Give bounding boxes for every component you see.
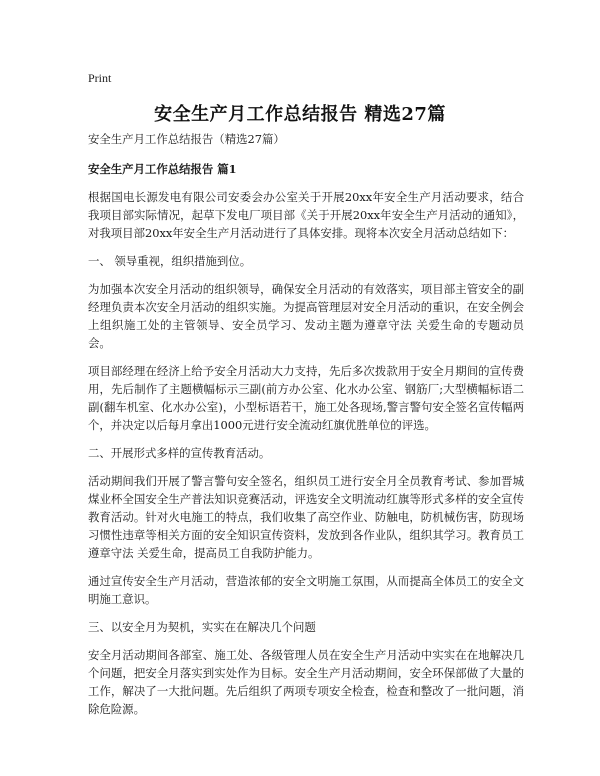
section-heading: 安全生产月工作总结报告 篇1	[88, 162, 237, 176]
subheading-leadership: 一、 领导重视，组织措施到位。	[88, 254, 252, 268]
paragraph-organization: 为加强本次安全月活动的组织领导，确保安全月活动的有效落实，项目部主管安全的副经理负责本次安全月活动的组织实施。为提高管理层对安全月活动的重识，在安全例会上组织施工处的主管领导、安全员学习、发动主题为遵章守法 关爱生命的专题动员会。	[88, 282, 524, 350]
intro-paragraph: 根据国电长源发电有限公司安委会办公室关于开展20xx年安全生产月活动要求，结合我项目部实际情况，起草下发电厂项目部《关于开展20xx年安全生产月活动的通知》，对我项目部20xx年安全生产月活动进行了具体安排。现将本次安全月活动总结如下：	[88, 190, 524, 240]
page-title: 安全生产月工作总结报告 精选27篇	[154, 104, 446, 125]
paragraph-funding: 项目部经理在经济上给予安全月活动大力支持，先后多次拨款用于安全月期间的宣传费用，先后制作了主题横幅标示三副(前方办公室、化水办公室、钢筋厂;大型横幅标语二副(翻车机室、化水办公室)，小型标语若干，施工处各现场,警言警句安全签名宣传幅两个，并决定以后每月拿出1000元进行安全流动红旗优胜单位的评选。	[88, 364, 524, 432]
document-subtitle: 安全生产月工作总结报告（精选27篇）	[88, 132, 285, 146]
subheading-education: 二、开展形式多样的宣传教育活动。	[88, 446, 271, 460]
print-label: Print	[88, 71, 112, 85]
paragraph-problems: 安全月活动期间各部室、施工处、各级管理人员在安全生产月活动中实实在在地解决几个问题，把安全月落实到实处作为目标。安全生产月活动期间，安全环保部做了大量的工作，解决了一大批问题。先后组织了两项专项安全检查，检查和整改了一批问题，消除危险源。	[88, 648, 524, 716]
paragraph-activities: 活动期间我们开展了警言警句安全签名，组织员工进行安全月全员教育考试、参加晋城煤业杯全国安全生产普法知识竞赛活动，评选安全文明流动红旗等形式多样的安全宣传教育活动。针对火电施工的特点，我们收集了高空作业、防触电，防机械伤害，防现场习惯性违章等相关方面的安全知识宣传资料，发放到各作业队，组织其学习。教育员工遵章守法 关爱生命，提高员工自我防护能力。	[88, 474, 524, 560]
paragraph-atmosphere: 通过宣传安全生产月活动，营造浓郁的安全文明施工氛围，从而提高全体员工的安全文明施工意识。	[88, 574, 524, 606]
document-body	[88, 130, 524, 728]
subheading-solve-problems: 三、以安全月为契机，实实在在解决几个问题	[88, 620, 316, 634]
